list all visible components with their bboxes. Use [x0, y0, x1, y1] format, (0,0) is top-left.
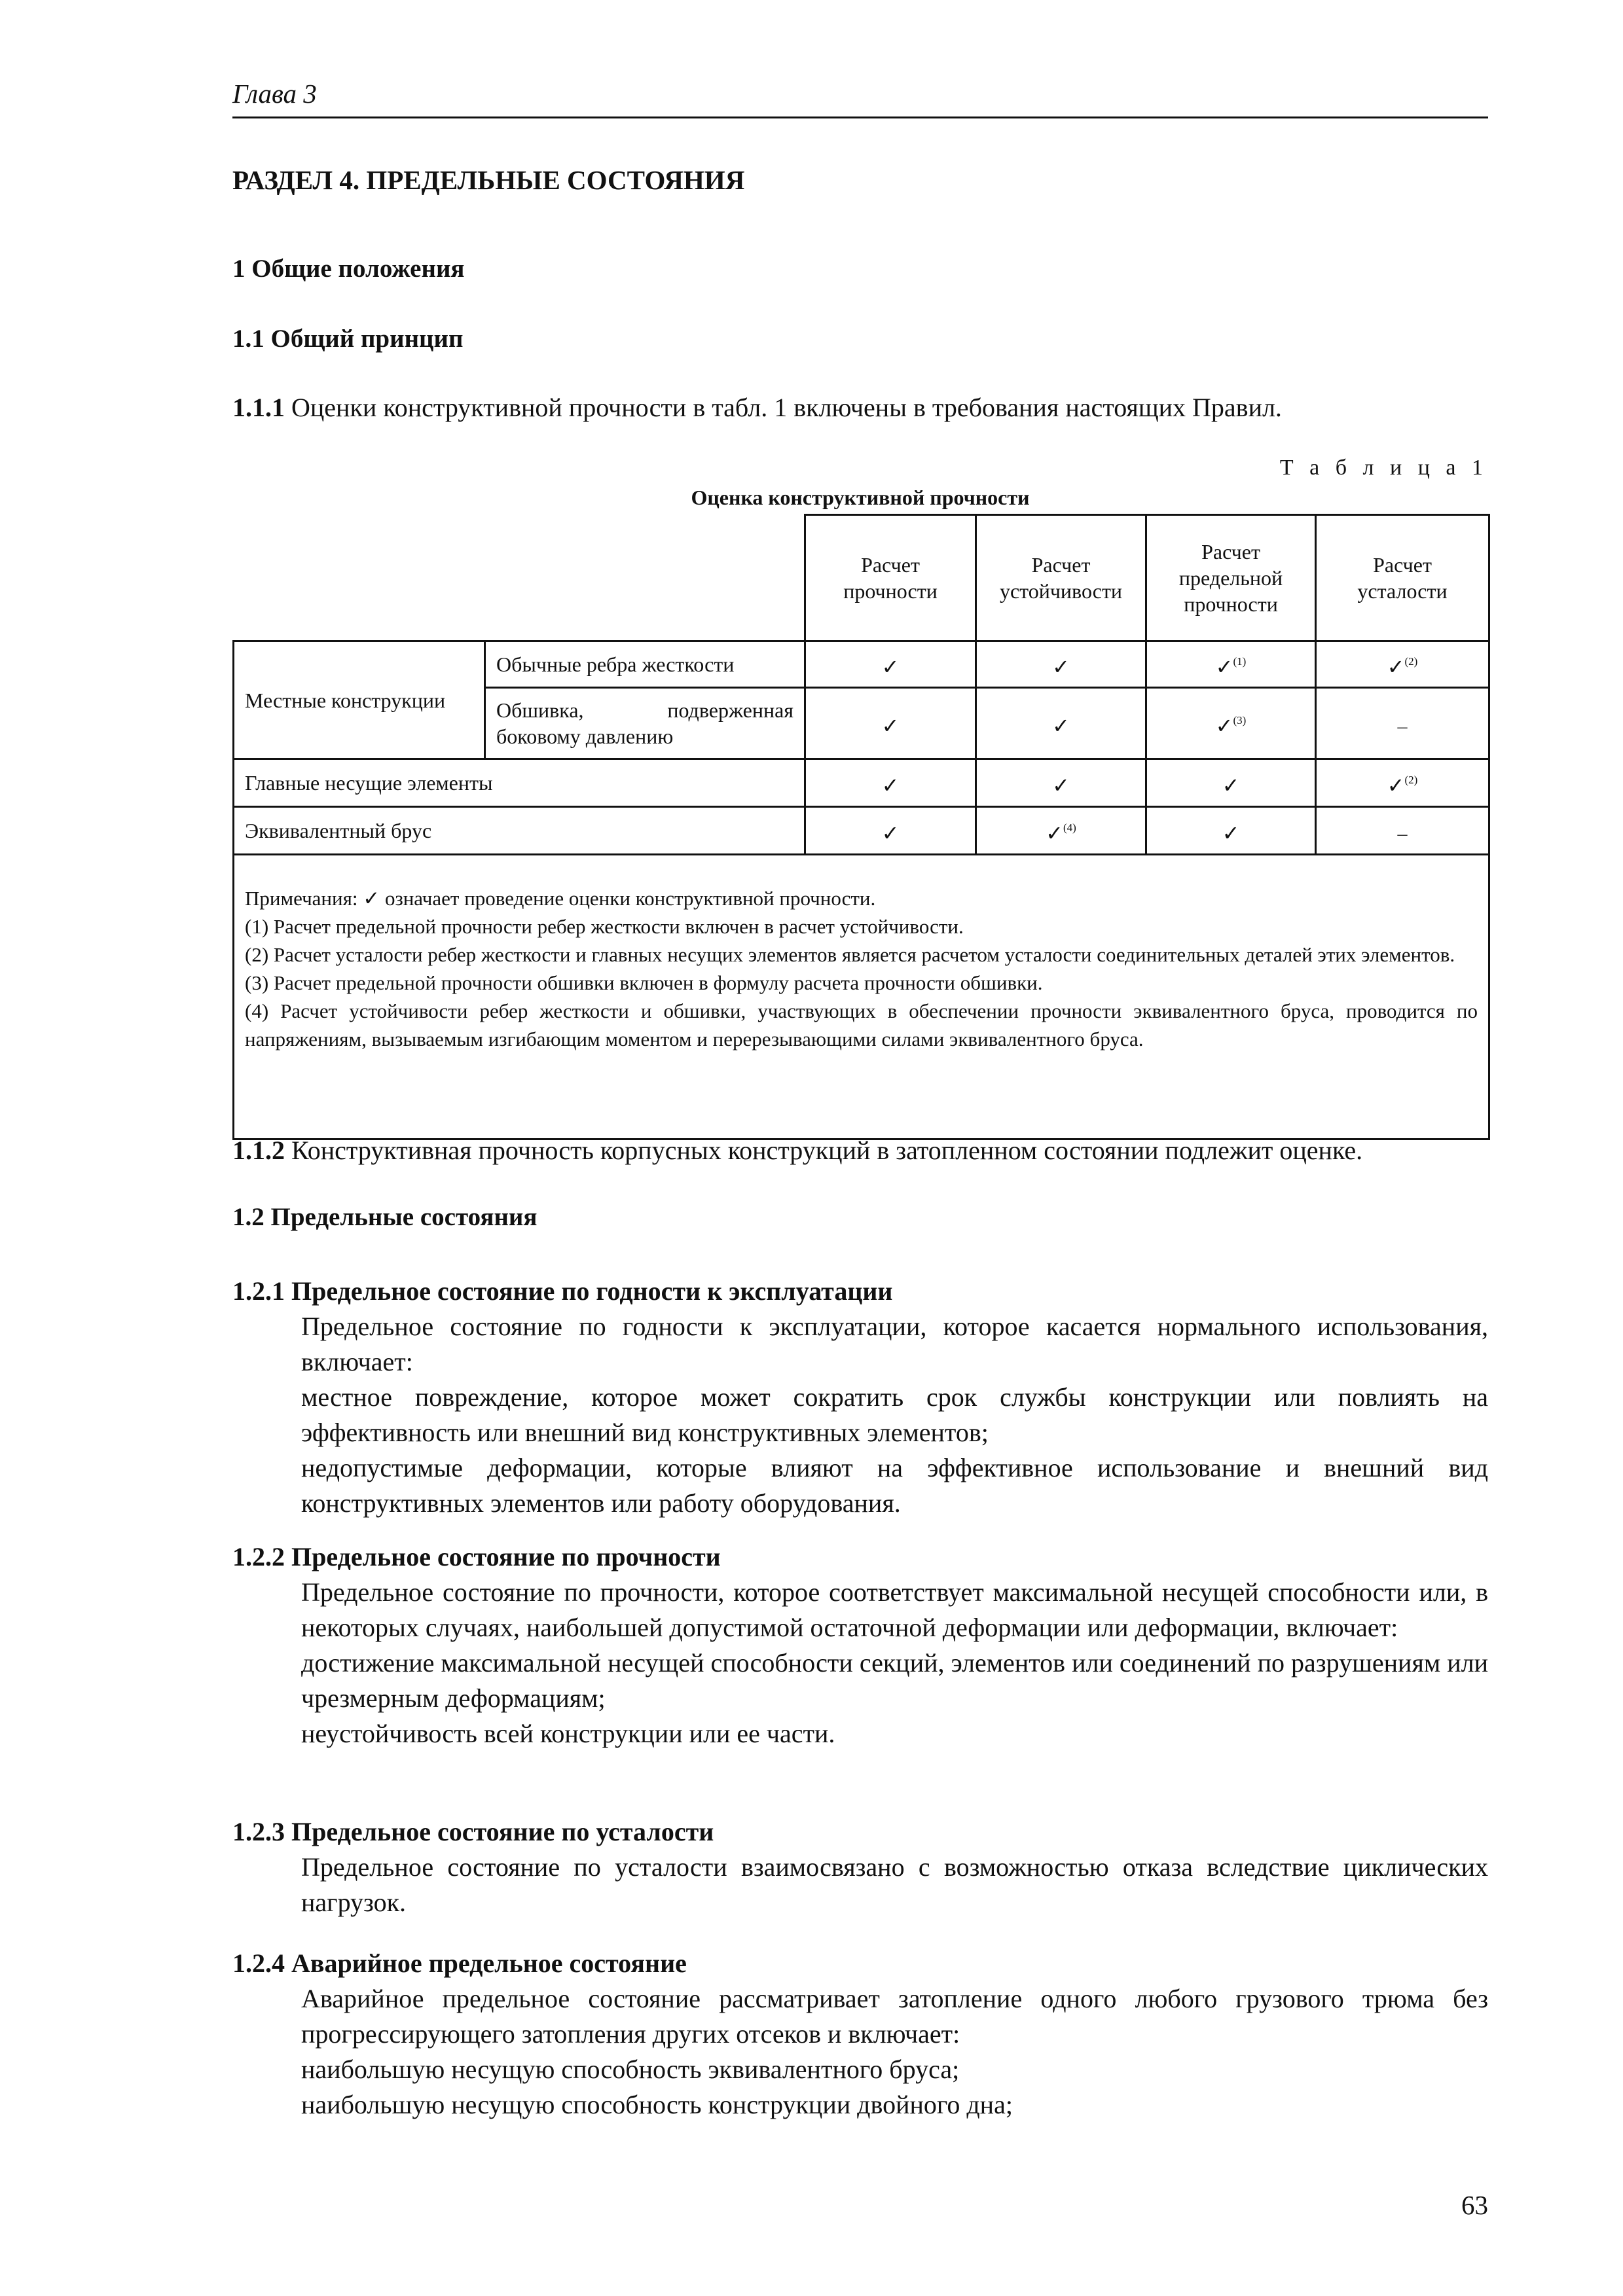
- table-notes: [234, 855, 1489, 1139]
- section-title: 1.2.1 Предельное состояние по годности к эксплуатации: [232, 1276, 893, 1306]
- note: (4) Расчет устойчивости ребер жесткости и обшивки, участвующих в обеспечении прочности эквивалентного бруса, проводится по напряжениям, вызываемым изгибающим моментом и перерезывающими силами эквивалентного бруса.: [245, 999, 1478, 1050]
- check-cell: ✓: [1146, 759, 1316, 807]
- check-cell: ✓$^{(1)}$: [1146, 641, 1316, 688]
- dash-cell: –: [1316, 688, 1489, 759]
- paragraph-line: Предельное состояние по прочности, которое соответствует максимальной несущей способности или, в некоторых случаях, наибольшей допустимой остаточной деформации или деформации, включает:: [301, 1577, 1488, 1642]
- row-label: Главные несущие элементы: [234, 759, 805, 807]
- running-head: Глава 3: [232, 79, 317, 109]
- check-cell: ✓: [1146, 807, 1316, 855]
- table-corner-cell: [234, 515, 805, 641]
- check-cell: ✓$^{(3)}$: [1146, 688, 1316, 759]
- note: (3) Расчет предельной прочности обшивки включен в формулу расчета прочности обшивки.: [245, 971, 1043, 994]
- row-label: Обшивка, подверженная боковому давлению: [485, 688, 805, 759]
- check-cell: ✓: [805, 641, 976, 688]
- table-row: [234, 759, 1489, 807]
- section-1-2-3: [232, 1814, 1488, 1920]
- table-caption: Оценка конструктивной прочности: [691, 486, 1030, 509]
- row-group-local-structures: Местные конструкции: [234, 641, 485, 759]
- check-cell: ✓: [976, 688, 1146, 759]
- page-number: 63: [1461, 2190, 1488, 2220]
- section-1-2-4: [232, 1946, 1488, 2123]
- paragraph-number: 1.1.2: [232, 1136, 285, 1165]
- row-label: Обычные ребра жесткости: [485, 641, 805, 688]
- paragraph-line: Предельное состояние по годности к эксплуатации, которое касается нормального использования, включает:: [301, 1312, 1488, 1376]
- check-cell: ✓: [805, 807, 976, 855]
- header-fatigue: Расчет усталости: [1316, 515, 1489, 641]
- section-title: РАЗДЕЛ 4. ПРЕДЕЛЬНЫЕ СОСТОЯНИЯ: [232, 165, 745, 195]
- header-strength: Расчет прочности: [805, 515, 976, 641]
- check-cell: ✓$^{(4)}$: [976, 807, 1146, 855]
- header-stability: Расчет устойчивости: [976, 515, 1146, 641]
- paragraph-line: наибольшую несущую способность конструкции двойного дна;: [301, 2090, 1013, 2119]
- paragraph-line: Аварийное предельное состояние рассматривает затопление одного любого грузового трюма без прогрессирующего затопления других отсеков и включает:: [301, 1984, 1488, 2049]
- section-1-2-2: [232, 1539, 1488, 1751]
- paragraph-1-1-2: [232, 1132, 1488, 1169]
- section-title: 1.2.3 Предельное состояние по усталости: [232, 1817, 714, 1846]
- row-label: Эквивалентный брус: [234, 807, 805, 855]
- header-rule: [232, 117, 1488, 118]
- paragraph-text: Конструктивная прочность корпусных конструкций в затопленном состоянии подлежит оценке.: [285, 1136, 1363, 1165]
- dash-cell: –: [1316, 807, 1489, 855]
- table-label: Т а б л и ц а 1: [1279, 456, 1488, 480]
- check-cell: ✓$^{(2)}$: [1316, 641, 1489, 688]
- heading-1-1: 1.1 Общий принцип: [232, 325, 464, 353]
- table-row: [234, 807, 1489, 855]
- note: (1) Расчет предельной прочности ребер жесткости включен в расчет устойчивости.: [245, 915, 964, 938]
- check-cell: ✓: [805, 688, 976, 759]
- paragraph-line: наибольшую несущую способность эквивалентного бруса;: [301, 2054, 960, 2084]
- check-cell: ✓: [976, 641, 1146, 688]
- paragraph-line: неустойчивость всей конструкции или ее части.: [301, 1719, 835, 1748]
- table-header-row: [234, 515, 1489, 641]
- paragraph-line: недопустимые деформации, которые влияют на эффективное использование и внешний вид конструктивных элементов или работу оборудования.: [301, 1453, 1488, 1518]
- section-title: 1.2.2 Предельное состояние по прочности: [232, 1542, 721, 1571]
- paragraph-1-1-1: [232, 389, 1488, 426]
- check-cell: ✓$^{(2)}$: [1316, 759, 1489, 807]
- paragraph-line: достижение максимальной несущей способности секций, элементов или соединений по разрушениям или чрезмерным деформациям;: [301, 1648, 1488, 1713]
- paragraph-line: местное повреждение, которое может сократить срок службы конструкции или повлиять на эффективность или внешний вид конструктивных элементов;: [301, 1382, 1488, 1447]
- assessment-table: [232, 514, 1490, 1140]
- paragraph-number: 1.1.1: [232, 393, 285, 422]
- section-1-2-1: [232, 1274, 1488, 1521]
- check-cell: ✓: [805, 759, 976, 807]
- header-ultimate-strength: Расчет предельной прочности: [1146, 515, 1316, 641]
- heading-1-2: 1.2 Предельные состояния: [232, 1203, 538, 1231]
- paragraph-text: Оценки конструктивной прочности в табл. 1 включены в требования настоящих Правил.: [285, 393, 1282, 422]
- note: Примечания: ✓ означает проведение оценки конструктивной прочности.: [245, 887, 876, 910]
- check-cell: ✓: [976, 759, 1146, 807]
- note: (2) Расчет усталости ребер жесткости и главных несущих элементов является расчетом усталости соединительных деталей этих элементов.: [245, 943, 1455, 966]
- table-row: [234, 641, 1489, 688]
- heading-1: 1 Общие положения: [232, 255, 465, 283]
- paragraph-line: Предельное состояние по усталости взаимосвязано с возможностью отказа вследствие циклических нагрузок.: [301, 1852, 1488, 1917]
- table-notes-row: [234, 855, 1489, 1139]
- section-title: 1.2.4 Аварийное предельное состояние: [232, 1948, 687, 1978]
